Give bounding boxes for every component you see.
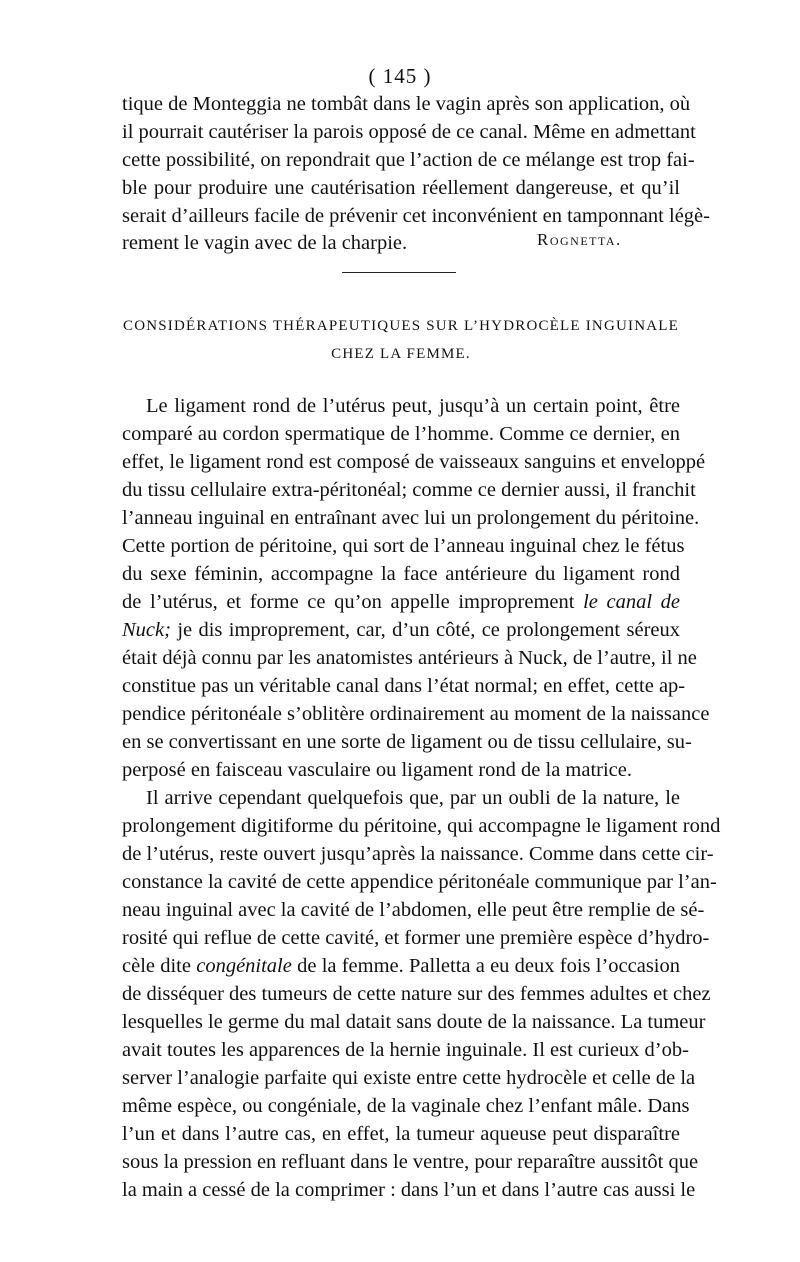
section-divider (342, 272, 456, 273)
text-line: cette possibilité, on repondrait que l’action de ce mélange est trop fai- (122, 149, 695, 171)
text-line: ble pour produire une cautérisation réellement dangereuse, et qu’il (122, 177, 680, 199)
text-line (122, 589, 680, 615)
text-line: l’anneau inguinal en entraînant avec lui un prolongement du péritoine. (122, 507, 700, 529)
italic-term: le canal de (583, 591, 680, 613)
text-line: server l’analogie parfaite qui existe entre cette hydrocèle et celle de la (122, 1067, 696, 1089)
text-line: avait toutes les apparences de la hernie inguinale. Il est curieux d’ob- (122, 1039, 689, 1061)
text-line: du tissu cellulaire extra-péritonéal; comme ce dernier aussi, il franchit (122, 479, 696, 501)
article-title-line-1: CONSIDÉRATIONS THÉRAPEUTIQUES SUR L’HYDROCÈLE INGUINALE (123, 318, 679, 334)
text-line: la main a cessé de la comprimer : dans l’un et dans l’autre cas aussi le (122, 1179, 696, 1201)
text-line: était déjà connu par les anatomistes antérieurs à Nuck, de l’autre, il ne (122, 647, 697, 669)
text-line: pendice péritonéale s’oblitère ordinairement au moment de la naissance (122, 703, 710, 725)
text-line: effet, le ligament rond est composé de vaisseaux sanguins et enveloppé (122, 451, 706, 473)
text-line: l’un et dans l’autre cas, en effet, la tumeur aqueuse peut disparaître (122, 1123, 680, 1145)
text-line: constitue pas un véritable canal dans l’état normal; en effet, cette ap- (122, 675, 686, 697)
text-line: constance la cavité de cette appendice péritonéale communique par l’an- (122, 871, 717, 893)
page-number: ( 145 ) (368, 64, 432, 88)
text-line (122, 617, 680, 643)
text-run: de l’utérus, et forme ce qu’on appelle improprement (122, 591, 584, 613)
text-line: prolongement digitiforme du péritoine, qui accompagne le ligament rond (122, 815, 721, 837)
italic-term: Nuck; (122, 619, 171, 641)
text-line: Le ligament rond de l’utérus peut, jusqu’à un certain point, être (146, 395, 680, 417)
text-line: rosité qui reflue de cette cavité, et former une première espèce d’hydro- (122, 927, 710, 949)
text-line: rement le vagin avec de la charpie. (122, 232, 408, 254)
text-line: neau inguinal avec la cavité de l’abdomen, elle peut être remplie de sé- (122, 899, 705, 921)
text-line: Il arrive cependant quelquefois que, par un oubli de la nature, le (146, 787, 680, 809)
text-line: de l’utérus, reste ouvert jusqu’après la naissance. Comme dans cette cir- (122, 843, 714, 865)
text-line: il pourrait cautériser la parois opposé de ce canal. Même en admettant (122, 121, 696, 143)
text-line: même espèce, ou congéniale, de la vaginale chez l’enfant mâle. Dans (122, 1095, 690, 1117)
text-line: Cette portion de péritoine, qui sort de l’anneau inguinal chez le fétus (122, 535, 685, 557)
text-line: en se convertissant en une sorte de ligament ou de tissu cellulaire, su- (122, 731, 692, 753)
text-line: tique de Monteggia ne tombât dans le vagin après son application, où (122, 93, 691, 115)
text-run: je dis improprement, car, d’un côté, ce prolongement séreux (170, 619, 680, 641)
text-run: cèle dite (122, 955, 197, 977)
text-line: perposé en faisceau vasculaire ou ligament rond de la matrice. (122, 759, 632, 781)
text-line: serait d’ailleurs facile de prévenir cet inconvénient en tamponnant légè- (122, 205, 710, 227)
text-line: comparé au cordon spermatique de l’homme. Comme ce dernier, en (122, 423, 680, 445)
text-run: de la femme. Palletta a eu deux fois l’occasion (291, 955, 680, 977)
text-line: de disséquer des tumeurs de cette nature sur des femmes adultes et chez (122, 983, 711, 1005)
text-line: du sexe féminin, accompagne la face antérieure du ligament rond (122, 563, 680, 585)
article-title-line-2: CHEZ LA FEMME. (331, 346, 471, 362)
text-line (122, 953, 680, 979)
text-line: sous la pression en refluant dans le ventre, pour reparaître aussitôt que (122, 1151, 699, 1173)
text-line: lesquelles le germe du mal datait sans doute de la naissance. La tumeur (122, 1011, 706, 1033)
author-signature: Rognetta. (537, 230, 622, 249)
italic-term: congénitale (196, 955, 292, 977)
